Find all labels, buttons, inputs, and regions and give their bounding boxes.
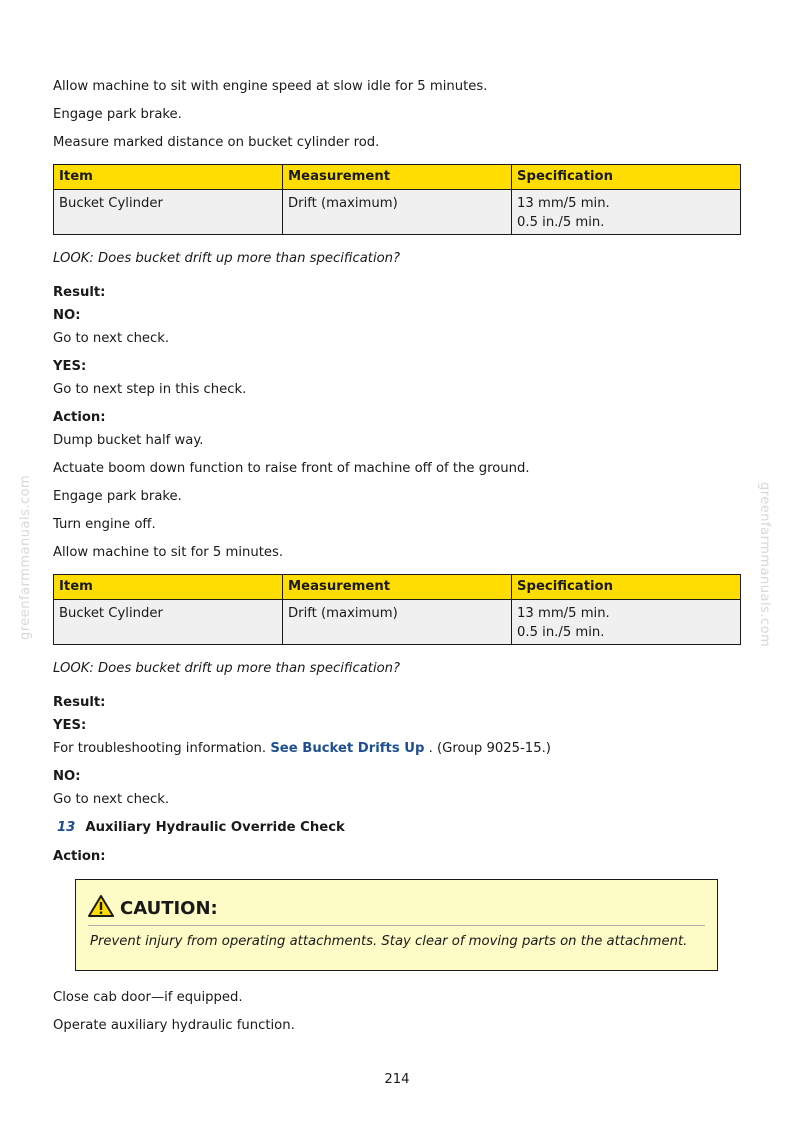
table-header-item: Item [54,575,283,600]
action-label: Action: [53,410,106,425]
step-text: Allow machine to sit with engine speed at slow idle for 5 minutes. [53,79,488,94]
yes-label: YES: [53,718,87,733]
table-header-measurement: Measurement [283,575,512,600]
table-header-row [54,575,741,600]
action-step: Engage park brake. [53,489,182,504]
step-text: Close cab door—if equipped. [53,990,243,1005]
table-cell-specification [512,600,741,645]
table-row [54,600,741,645]
table-header-item: Item [54,165,283,190]
action-step: Actuate boom down function to raise front of machine off of the ground. [53,461,530,476]
section-heading [53,819,345,837]
no-text: Go to next check. [53,792,170,807]
caution-message: Prevent injury from operating attachments. Stay clear of moving parts on the attachment. [90,934,688,949]
watermark-right: greenfarmmanuals.com [757,482,772,648]
table-header-specification: Specification [512,165,741,190]
watermark-left: greenfarmmanuals.com [18,474,33,640]
spec-metric: 13 mm/5 min. [517,196,610,211]
action-step: Turn engine off. [53,517,156,532]
table-cell-specification [512,190,741,235]
result-label: Result: [53,285,106,300]
action-step: Dump bucket half way. [53,433,204,448]
action-step: Allow machine to sit for 5 minutes. [53,545,284,560]
look-question: LOOK: Does bucket drift up more than specification? [53,661,401,676]
result-label: Result: [53,695,106,710]
yes-label: YES: [53,359,87,374]
caution-header [88,894,218,922]
table-cell-measurement: Drift (maximum) [283,600,512,645]
section-number: 13 [57,820,76,835]
step-text: Operate auxiliary hydraulic function. [53,1018,295,1033]
table-row [54,190,741,235]
action-label: Action: [53,849,106,864]
table-cell-item: Bucket Cylinder [54,600,283,645]
yes-text: Go to next step in this check. [53,382,247,397]
caution-box [75,879,718,971]
spec-table-1 [53,164,741,235]
spec-imperial: 0.5 in./5 min. [517,625,605,640]
step-text: Measure marked distance on bucket cylinder rod. [53,135,380,150]
yes-text-suffix: . (Group 9025-15.) [428,741,551,756]
spec-table-2 [53,574,741,645]
step-text: Engage park brake. [53,107,182,122]
no-label: NO: [53,769,81,784]
bucket-drifts-up-link[interactable]: See Bucket Drifts Up [270,741,425,756]
page-number: 214 [384,1072,410,1087]
table-header-row [54,165,741,190]
yes-text-prefix: For troubleshooting information. [53,741,267,756]
warning-triangle-icon [88,894,114,922]
no-text: Go to next check. [53,331,170,346]
caution-title: CAUTION: [120,897,218,919]
caution-divider [88,925,705,926]
spec-imperial: 0.5 in./5 min. [517,215,605,230]
table-header-measurement: Measurement [283,165,512,190]
table-header-specification: Specification [512,575,741,600]
no-label: NO: [53,308,81,323]
table-cell-item: Bucket Cylinder [54,190,283,235]
table-cell-measurement: Drift (maximum) [283,190,512,235]
section-title: Auxiliary Hydraulic Override Check [85,820,345,835]
spec-metric: 13 mm/5 min. [517,606,610,621]
yes-text [53,740,551,758]
look-question: LOOK: Does bucket drift up more than specification? [53,251,401,266]
